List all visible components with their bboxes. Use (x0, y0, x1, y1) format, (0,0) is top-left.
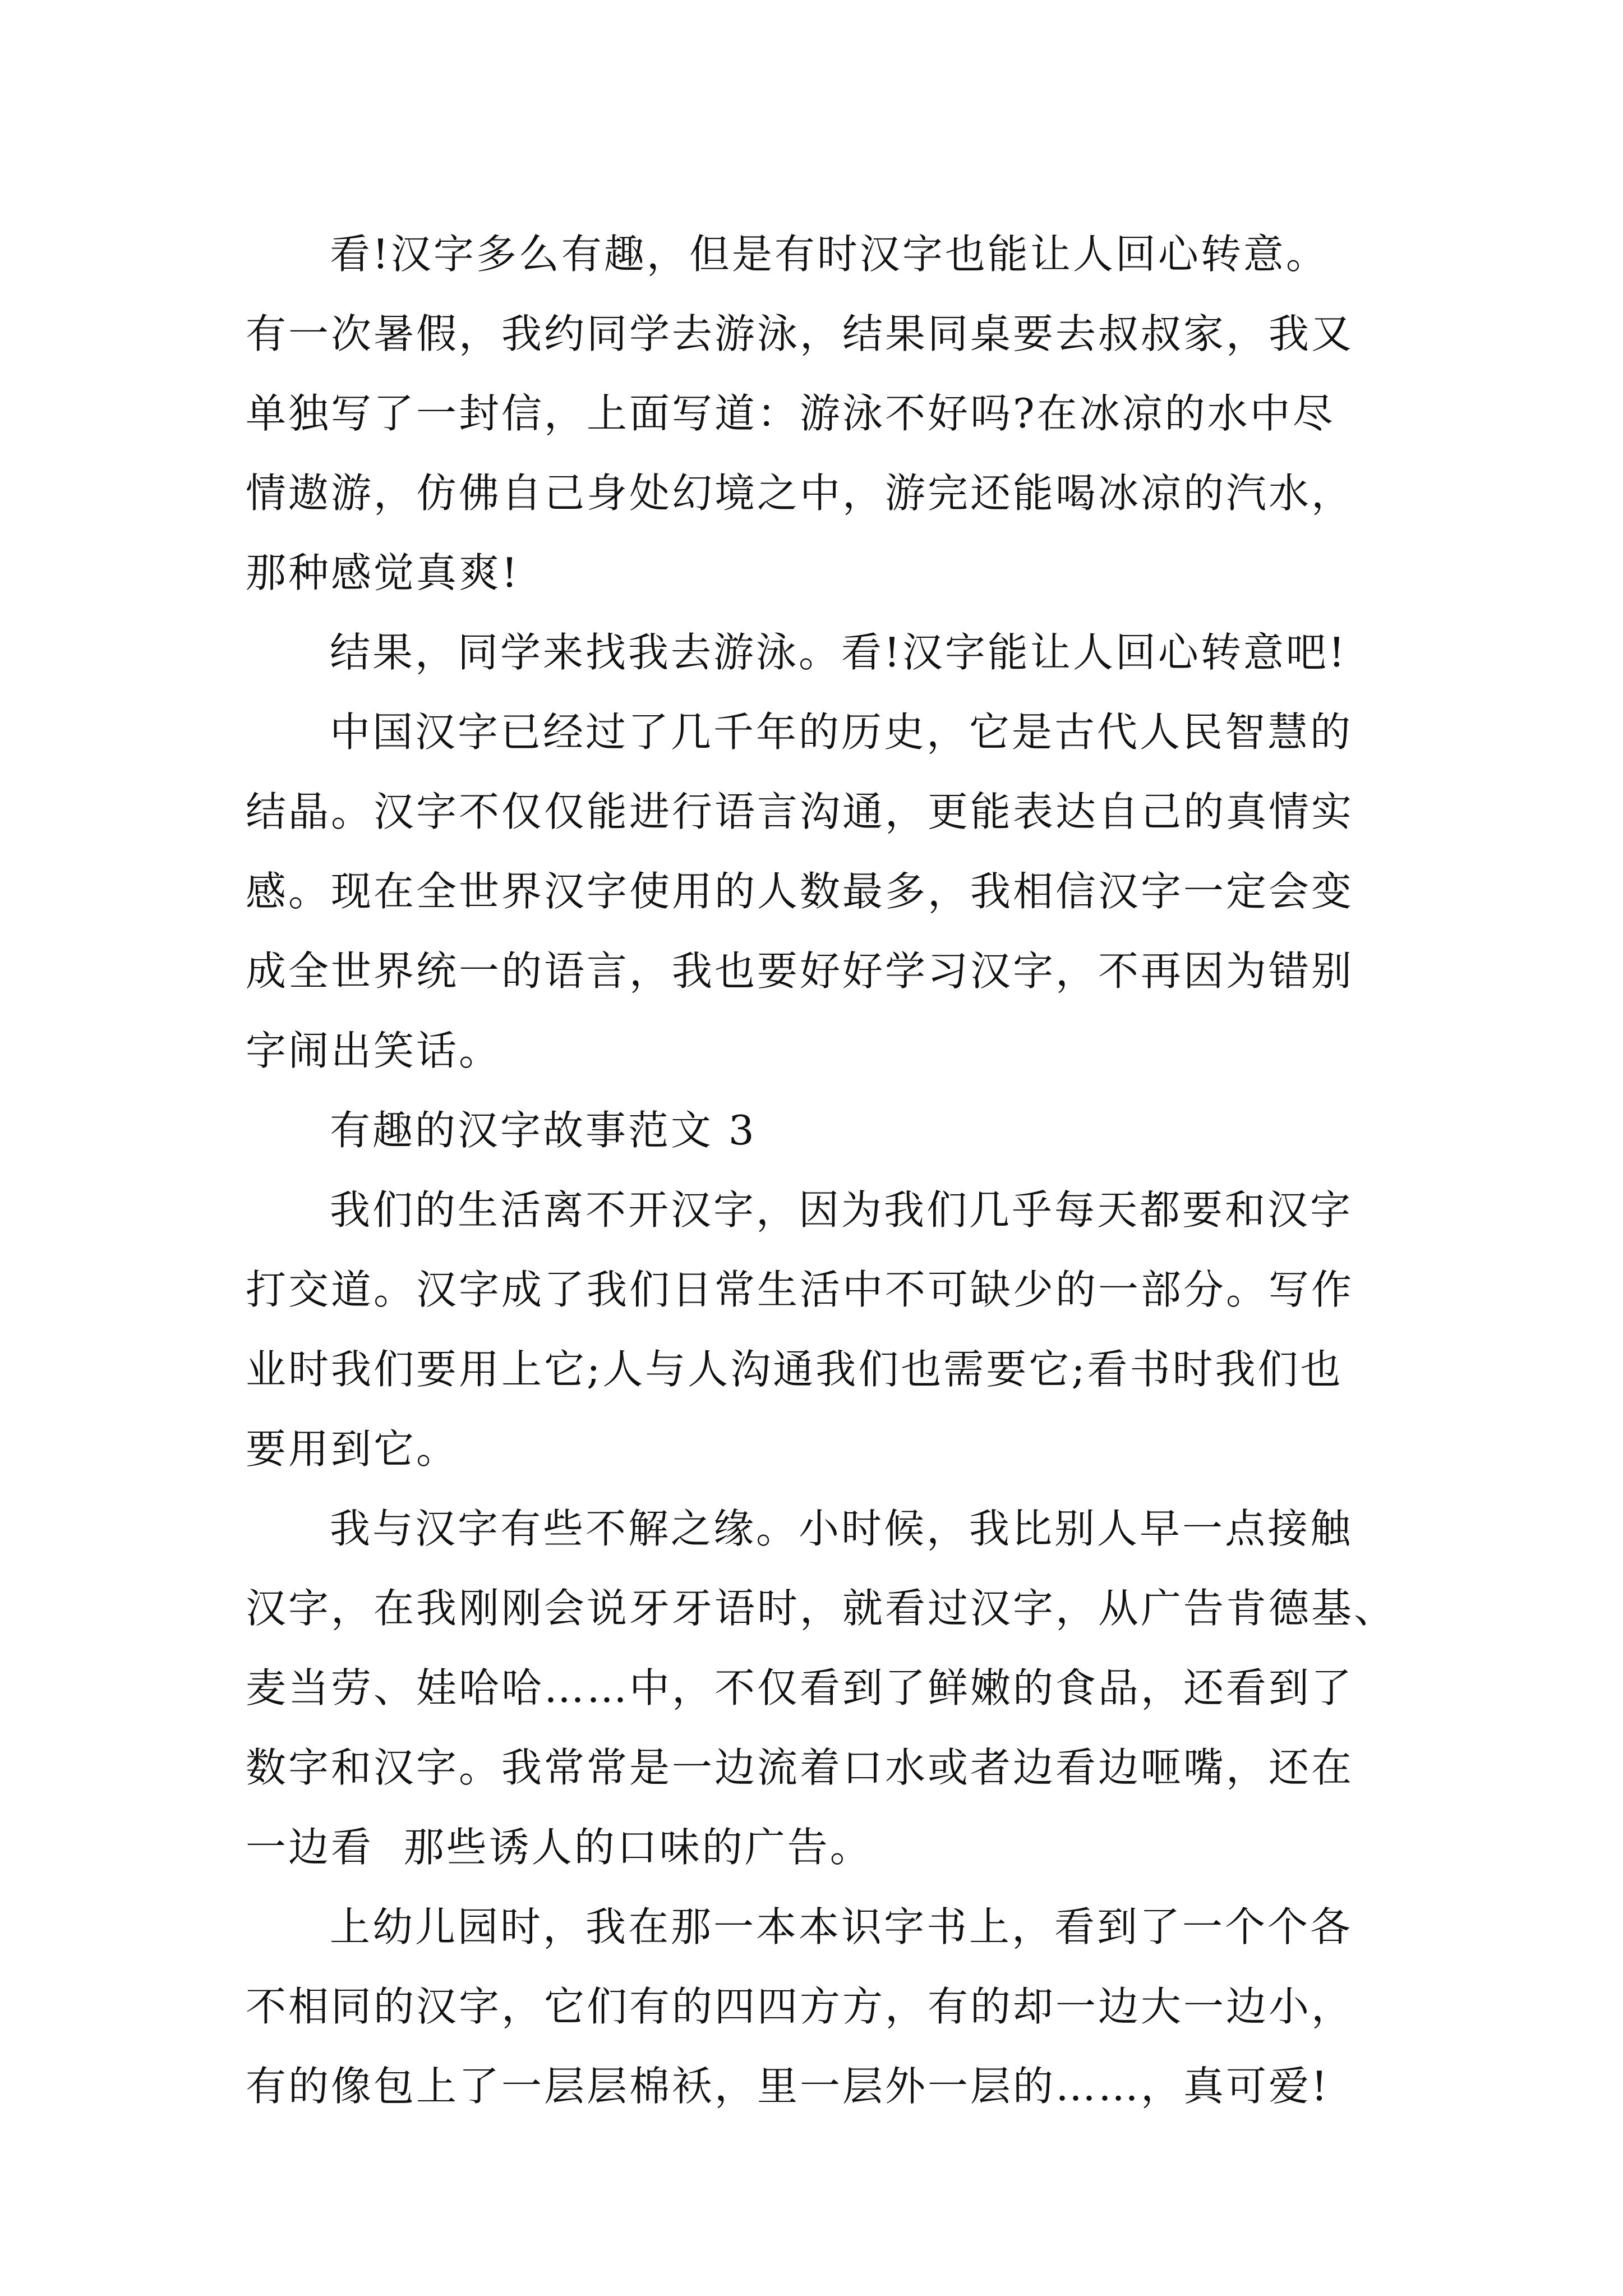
heading-text: 有趣的汉字故事范文 3 (330, 1107, 757, 1154)
text-line: 数字和汉字。我常常是一边流着口水或者边看边咂嘴，还在 (246, 1744, 1354, 1791)
section-heading (246, 1091, 1384, 1170)
document-body (246, 214, 1397, 2126)
paragraph (246, 692, 1384, 1091)
text-line: 一边看 那些诱人的口味的广告。 (246, 1824, 873, 1871)
paragraph (246, 1170, 1384, 1489)
text-line: 麦当劳、娃哈哈……中，不仅看到了鲜嫩的食品，还看到了 (246, 1664, 1354, 1711)
text-line: 看!汉字多么有趣，但是有时汉字也能让人回心转意。 (330, 231, 1329, 278)
text-line: 成全世界统一的语言，我也要好好学习汉字，不再因为错别 (246, 947, 1354, 995)
text-line: 结果，同学来找我去游泳。看!汉字能让人回心转意吧! (330, 629, 1347, 676)
text-line: 结晶。汉字不仅仅能进行语言沟通，更能表达自己的真情实 (246, 788, 1354, 835)
text-line: 业时我们要用上它;人与人沟通我们也需要它;看书时我们也 (246, 1346, 1343, 1393)
text-line: 我们的生活离不开汉字，因为我们几乎每天都要和汉字 (330, 1186, 1353, 1234)
text-line: 情遨游，仿佛自己身处幻境之中，游完还能喝冰凉的汽水， (246, 470, 1354, 517)
text-line: 有一次暑假，我约同学去游泳，结果同桌要去叔叔家，我又 (246, 310, 1354, 357)
text-line: 中国汉字已经过了几千年的历史，它是古代人民智慧的 (330, 708, 1353, 756)
text-line: 那种感觉真爽! (246, 549, 520, 596)
paragraph (246, 613, 1384, 692)
paragraph (246, 214, 1384, 613)
text-line: 单独写了一封信，上面写道：游泳不好吗?在冰凉的水中尽 (246, 390, 1335, 437)
text-line: 不相同的汉字，它们有的四四方方，有的却一边大一边小， (246, 1983, 1354, 2030)
paragraph (246, 1489, 1397, 1887)
text-line: 有的像包上了一层层棉袄，里一层外一层的……，真可爱! (246, 2063, 1330, 2110)
text-line: 字闹出笑话。 (246, 1027, 502, 1074)
text-line: 汉字，在我刚刚会说牙牙语时，就看过汉字，从广告肯德基、 (246, 1585, 1397, 1632)
text-line: 要用到它。 (246, 1425, 459, 1473)
text-line: 上幼儿园时，我在那一本本识字书上，看到了一个个各 (330, 1903, 1353, 1950)
text-line: 感。现在全世界汉字使用的人数最多，我相信汉字一定会变 (246, 868, 1354, 915)
text-line: 我与汉字有些不解之缘。小时候，我比别人早一点接触 (330, 1505, 1353, 1552)
paragraph (246, 1887, 1384, 2126)
text-line: 打交道。汉字成了我们日常生活中不可缺少的一部分。写作 (246, 1266, 1354, 1313)
